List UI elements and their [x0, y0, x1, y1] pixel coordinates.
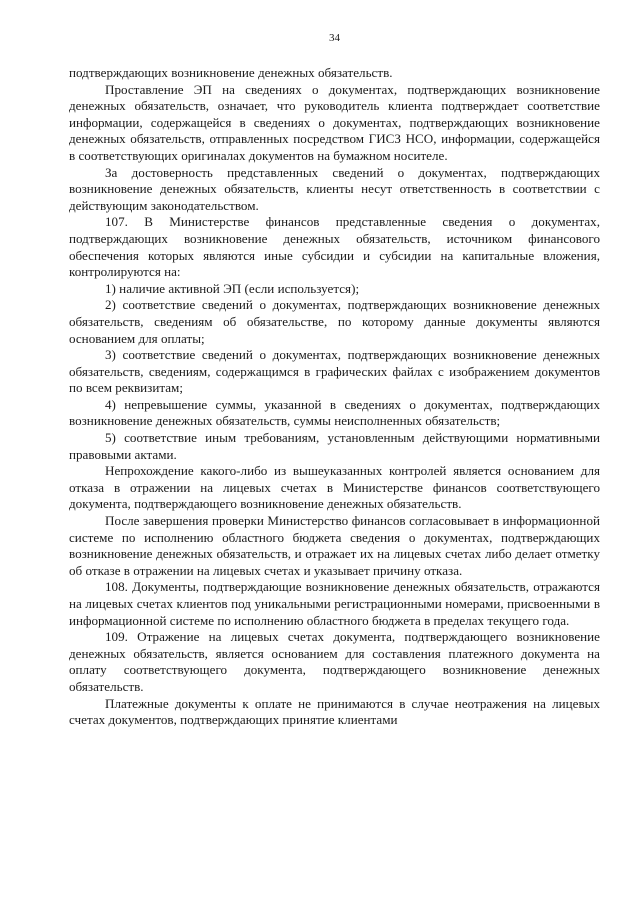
page-number: 34 [329, 32, 340, 44]
paragraph-107: 107. В Министерстве финансов представленные сведения о документах, подтверждающих возникновение денежных обязательств, источником финансового обеспечения которых являются иные субсидии и субсидии на капитальные вложения, контролируются на: [69, 214, 600, 280]
paragraph-control-failure: Непрохождение какого-либо из вышеуказанных контролей является основанием для отказа в отражении на лицевых счетах в Министерстве финансов соответствующего документа, подтверждающего возникновение денежных обязательств. [69, 463, 600, 512]
list-item-1: 1) наличие активной ЭП (если используется); [105, 280, 360, 296]
paragraph-continuation: подтверждающих возникновение денежных обязательств. [69, 65, 393, 80]
paragraph-109: 109. Отражение на лицевых счетах документа, подтверждающего возникновение денежных обязательств, является основанием для составления платежного документа на оплату соответствующего документа, подтверждающего возникновение денежных обязательств. [69, 629, 600, 694]
paragraph-responsibility: За достоверность представленных сведений о документах, подтверждающих возникновение денежных обязательств, клиенты несут ответственность в соответствии с действующим законодательством. [69, 164, 600, 213]
list-item-5: 5) соответствие иным требованиям, установленным действующими нормативными правовыми актами. [69, 430, 600, 462]
paragraph-after-check: После завершения проверки Министерство финансов согласовывает в информационной системе по исполнению областного бюджета сведения о документах, подтверждающих возникновение денежных обязательств, и отражает их на лицевых счетах либо делает отметку об отказе в отражении на лицевых счетах и указывает причину отказа. [69, 513, 600, 578]
list-item-3: 3) соответствие сведений о документах, подтверждающих возникновение денежных обязательств, сведениям, содержащимся в графических файлах с изображением документов по всем реквизитам; [69, 347, 600, 396]
paragraph-payment-docs: Платежные документы к оплате не принимаются в случае неотражения на лицевых счетах документов, подтверждающих принятие клиентами [69, 695, 600, 728]
paragraph-ep-signing: Проставление ЭП на сведениях о документах, подтверждающих возникновение денежных обязательств, означает, что руководитель клиента подтверждает соответствие информации, содержащейся в сведениях о документах, подтверждающих возникновение денежных обязательств, отправленных посредством ГИСЗ НСО, информации, содержащейся в соответствующих оригиналах документов на бумажном носителе. [69, 81, 600, 163]
paragraph-108: 108. Документы, подтверждающие возникновение денежных обязательств, отражаются на лицевых счетах клиентов под уникальными регистрационными номерами, присвоенными в информационной системе по исполнению областного бюджета в пределах текущего года. [69, 579, 600, 628]
list-item-2: 2) соответствие сведений о документах, подтверждающих возникновение денежных обязательств, сведениям об обязательстве, по которому данные документы являются основанием для оплаты; [69, 297, 600, 346]
document-body [69, 65, 600, 729]
list-item-4: 4) непревышение суммы, указанной в сведениях о документах, подтверждающих возникновение денежных обязательств, суммы неисполненных обязательств; [69, 396, 600, 429]
